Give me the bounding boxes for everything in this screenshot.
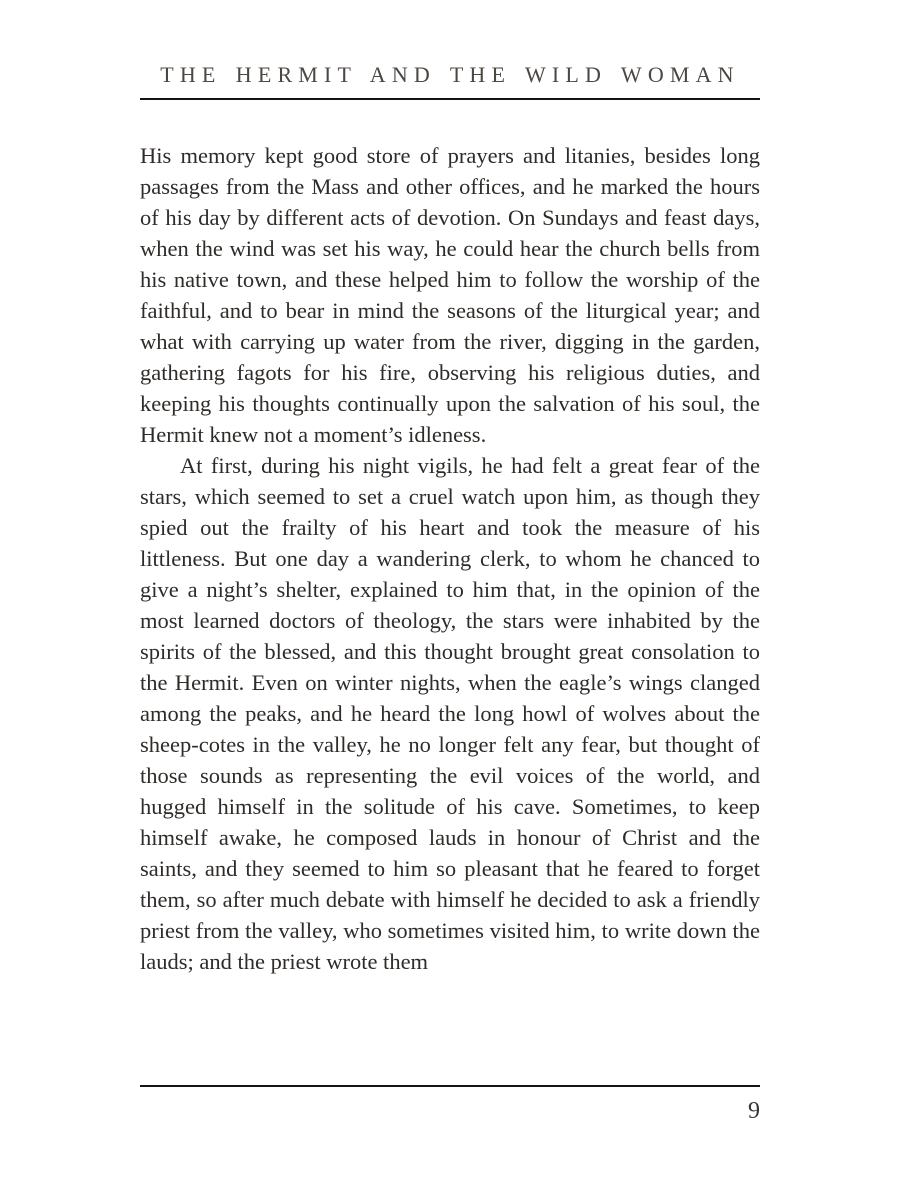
header-rule [140, 98, 760, 100]
page-body [140, 140, 760, 977]
page-number: 9 [748, 1098, 760, 1124]
footer-rule [140, 1085, 760, 1087]
running-head-title: THE HERMIT AND THE WILD WOMAN [160, 62, 740, 87]
paragraph: His memory kept good store of prayers and litanies, besides long passages from the Mass and other offices, and he marked the hours of his day by different acts of devotion. On Sundays and feast days, when the wind was set his way, he could hear the church bells from his native town, and these helped him to follow the worship of the faithful, and to bear in mind the seasons of the liturgical year; and what with carrying up water from the river, digging in the garden, gathering fagots for his fire, observing his religious duties, and keeping his thoughts continually upon the salvation of his soul, the Hermit knew not a moment’s idleness. [140, 143, 760, 447]
paragraph: At first, during his night vigils, he had felt a great fear of the stars, which seemed to set a cruel watch upon him, as though they spied out the frailty of his heart and took the measure of his littleness. But one day a wandering clerk, to whom he chanced to give a night’s shelter, explained to him that, in the opinion of the most learned doctors of theology, the stars were inhabited by the spirits of the blessed, and this thought brought great consolation to the Hermit. Even on winter nights, when the eagle’s wings clanged among the peaks, and he heard the long howl of wolves about the sheep-cotes in the valley, he no longer felt any fear, but thought of those sounds as representing the evil voices of the world, and hugged himself in the solitude of his cave. Sometimes, to keep himself awake, he composed lauds in honour of Christ and the saints, and they seemed to him so pleasant that he feared to forget them, so after much debate with himself he decided to ask a friendly priest from the valley, who sometimes visited him, to write down the lauds; and the priest wrote them [140, 453, 760, 974]
